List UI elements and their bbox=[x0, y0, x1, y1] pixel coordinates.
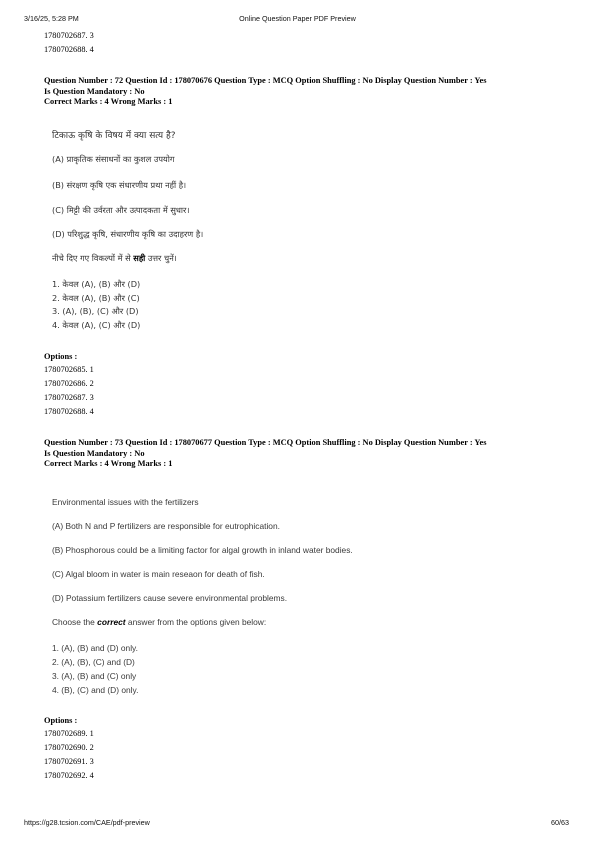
q73-choices bbox=[52, 641, 138, 697]
q73-statement-b: (B) Phosphorous could be a limiting factor for algal growth in inland water bodies. bbox=[52, 545, 353, 555]
q73-instruction-pre: Choose the bbox=[52, 617, 98, 627]
q73-choice-2: 2. (A), (B), (C) and (D) bbox=[52, 657, 135, 667]
q72-header bbox=[44, 76, 564, 108]
q73-option-3: 1780702691. 3 bbox=[44, 757, 94, 766]
print-timestamp: 3/16/25, 5:28 PM bbox=[24, 14, 79, 23]
q72-statement-b: (B) संरक्षण कृषि एक संधारणीय प्रथा नहीं है। bbox=[52, 180, 187, 190]
q73-options-title: Options : bbox=[44, 716, 78, 725]
q72-instruction-pre: नीचे दिए गए विकल्पों में से bbox=[52, 253, 134, 263]
prev-option-item: 1780702688. 4 bbox=[44, 45, 94, 54]
q73-statement-a: (A) Both N and P fertilizers are responsible for eutrophication. bbox=[52, 521, 280, 531]
q73-instruction-post: answer from the options given below: bbox=[125, 617, 267, 627]
q73-stem: Environmental issues with the fertilizers bbox=[52, 497, 199, 507]
q72-option-4: 1780702688. 4 bbox=[44, 407, 94, 416]
q72-mandatory: Is Question Mandatory : No bbox=[44, 86, 145, 96]
q73-option-1: 1780702689. 1 bbox=[44, 729, 94, 738]
prev-option-item: 1780702687. 3 bbox=[44, 31, 94, 40]
q73-choice-3: 3. (A), (B) and (C) only bbox=[52, 671, 137, 681]
page-url: https://g28.tcsion.com/CAE/pdf-preview bbox=[24, 818, 150, 827]
q72-option-1: 1780702685. 1 bbox=[44, 365, 94, 374]
q72-statement-c: (C) मिट्टी की उर्वरता और उत्पादकता में सुधार। bbox=[52, 205, 190, 215]
q72-option-3: 1780702687. 3 bbox=[44, 393, 94, 402]
q73-marks: Correct Marks : 4 Wrong Marks : 1 bbox=[44, 459, 173, 468]
q72-marks: Correct Marks : 4 Wrong Marks : 1 bbox=[44, 97, 173, 106]
q73-mandatory: Is Question Mandatory : No bbox=[44, 448, 145, 458]
q72-instruction-post: उत्तर चुनें। bbox=[145, 253, 177, 263]
q72-option-2: 1780702686. 2 bbox=[44, 379, 94, 388]
q72-instruction-bold: सही bbox=[133, 253, 146, 263]
q73-instruction bbox=[52, 617, 266, 627]
q73-option-2: 1780702690. 2 bbox=[44, 743, 94, 752]
q73-statement-c: (C) Algal bloom in water is main reseaon for death of fish. bbox=[52, 569, 265, 579]
q73-header-line1: Question Number : 73 Question Id : 178070677 Question Type : MCQ Option Shuffling : No Display Question Number : Yes bbox=[44, 438, 487, 447]
q72-choices bbox=[52, 278, 140, 332]
q72-header-line1: Question Number : 72 Question Id : 178070676 Question Type : MCQ Option Shuffling : No Display Question Number : Yes bbox=[44, 76, 487, 85]
q72-stem: टिकाऊ कृषि के विषय में क्या सत्य है? bbox=[52, 131, 176, 141]
q73-header bbox=[44, 438, 564, 470]
q72-statement-d: (D) परिशुद्ध कृषि, संधारणीय कृषि का उदाहरण है। bbox=[52, 229, 204, 239]
q73-choice-1: 1. (A), (B) and (D) only. bbox=[52, 643, 138, 653]
q72-choice-2: 2. केवल (A), (B) और (C) bbox=[52, 292, 140, 303]
q72-choice-4: 4. केवल (A), (C) और (D) bbox=[52, 319, 141, 330]
page-number: 60/63 bbox=[551, 818, 569, 827]
q72-choice-1: 1. केवल (A), (B) और (D) bbox=[52, 279, 141, 289]
q73-statement-d: (D) Potassium fertilizers cause severe environmental problems. bbox=[52, 593, 288, 603]
q73-option-4: 1780702692. 4 bbox=[44, 771, 94, 780]
q72-instruction bbox=[52, 253, 177, 264]
q72-statement-a: (A) प्राकृतिक संसाधनों का कुशल उपयोग bbox=[52, 154, 175, 164]
q73-choice-4: 4. (B), (C) and (D) only. bbox=[52, 685, 139, 695]
q72-choice-3: 3. (A), (B), (C) और (D) bbox=[52, 306, 139, 316]
page-title: Online Question Paper PDF Preview bbox=[239, 14, 356, 23]
q72-options-title: Options : bbox=[44, 352, 78, 361]
q73-instruction-bold: correct bbox=[97, 617, 126, 627]
